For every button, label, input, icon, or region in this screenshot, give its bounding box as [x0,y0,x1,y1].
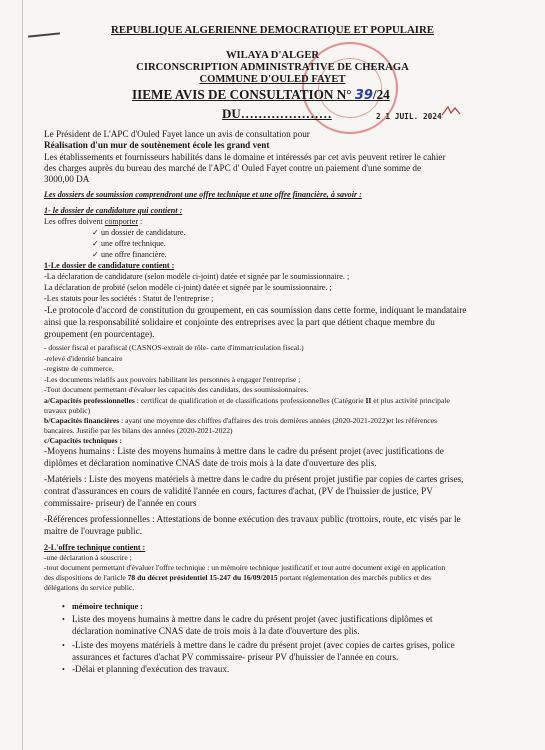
cap-pro-line-2: travaux public) [44,406,91,415]
avis-title-text: IIEME AVIS DE CONSULTATION N° [132,87,352,102]
offres-item [92,228,186,237]
memoire-bullet [62,614,433,624]
memoire-label: mémoire technique : [72,602,143,611]
avis-date-line: DU………………… [222,106,332,121]
offres-line [44,217,142,226]
offre-technique-line [44,573,431,582]
protocole-line: -Le protocole d'accord de constitution du groupement, en cas soumission dans cette forme, indiquant le mandataire [44,305,467,315]
offre-technique-line: -tout document permettant d'évaluer l'offre technique : un mémoire technique justificatif et tout autre document exigé en application [44,563,446,572]
wilaya-heading: WILAYA D'ALGER [225,50,320,61]
offres-item [92,250,167,259]
offre-technique-line: délégations du service public. [44,583,135,592]
references-line: maitre de l'ouvrage public. [44,526,143,536]
intro-price: 3000,00 DA [44,174,90,184]
capacites-financieres [44,416,437,425]
cap-pro-text-2: et plus activité principale [371,396,450,405]
moyens-humains-line: diplômes et déclaration nominative CNAS date de trois mois à la date d'ouverture des plis. [44,458,377,468]
memoire-bullet-cont: assurances et factures d'achat PV commissaire- priseur PV d'huissier de l'année en cours. [72,652,399,662]
section1-subtitle: 1-Le dossier de candidature contient : [44,261,175,270]
bullet-icon: • [62,665,65,674]
check-icon: ✓ [92,250,99,259]
dossier-line: -Les documents relatifs aux pouvoirs habilitant les personnes à engager l'entreprise ; [44,375,301,384]
avis-number: 39 [354,88,373,103]
candidature-line: La déclaration de probité (selon modèle ci-joint) datée et signée par le soumissionnaire. ; [44,283,332,292]
cap-pro-label: a/Capacités professionnelles [44,396,135,405]
offres-item [92,239,166,248]
protocole-line: groupement (en pourcentage). [44,329,155,339]
memoire-bullet [62,640,455,650]
memoire-bullet-cont: déclaration nominative CNAS date de trois mois à la date d'ouverture des plis. [72,626,360,636]
materiels-line: commissaire- priseur) de l'année en cours [44,498,197,508]
capacites-techniques-label: c/Capacités techniques : [44,436,123,445]
bullet-icon: • [62,602,65,611]
bullet-icon: • [62,615,65,624]
date-stamp: 2 1 JUIL. 2024 [376,112,442,121]
republic-heading: REPUBLIQUE ALGERIENNE DEMOCRATIQUE ET POPULAIRE [111,24,434,36]
check-icon: ✓ [92,239,99,248]
cap-pro-text: : certificat de qualification et de classifications professionnelles (Catégorie [134,396,366,405]
protocole-line: ainsi que la responsabilité solidaire et conjointe des entreprises avec la part que détient chaque membre du [44,317,435,327]
project-object: Réalisation d'un mur de soutènement école les grand vent [44,140,270,150]
offre-technique-line: -une déclaration à souscrire ; [44,553,132,562]
offres-item-text: une offre financière. [101,250,167,259]
soumission-heading: Les dossiers de soumission comprendront une offre technique et une offre financière, à savoir : [44,190,362,199]
memoire-technique-item [62,602,143,611]
offres-item-text: une offre technique. [101,239,166,248]
dossier-line: -registre de commerce. [44,364,114,373]
dossier-line: - dossier fiscal et parafiscal (CASNOS-extrait de rôle- carte d'immatriculation fiscal.) [44,343,304,352]
materiels-line: contrat d'assurances en cours de validité l'année en cours, factures d'achat, (PV de l'huissier de justice, PV [44,486,433,496]
intro-line-3: Les établissements et fournisseurs habilités dans le domaine et intéressés par cet avis peuvent retirer le cahier [44,152,446,162]
references-line: -Références professionnelles : Attestations de bonne exécution des travaux public (trottoirs, route, etc visés par le [44,514,461,524]
article-suffix: portant réglementation des marchés publics et des [277,573,431,582]
offres-prefix: Les offres doivent [44,217,105,226]
decree-reference: 78 du décret présidentiel 15-247 du 16/09/2015 [127,573,278,582]
scan-edge-line [22,0,23,750]
avis-year: /24 [372,87,390,102]
offres-underlined: comporter [104,217,139,226]
candidature-line: -Les statuts pour les sociétés : Statut de l'entreprise ; [44,294,214,303]
moyens-humains-line: -Moyens humains : Liste des moyens humains à mettre dans le cadre du présent projet (avec justifications de [44,446,444,456]
article-prefix: des dispositions de l'article [44,573,128,582]
check-icon: ✓ [92,228,99,237]
section2-title: 2-L'offre technique contient : [44,543,146,552]
capacites-professionnelles [44,396,450,405]
candidature-line: -La déclaration de candidature (selon modèle ci-joint) datée et signée par le soumissionnaire. ; [44,272,350,281]
cap-fin-text: : ayant une moyenne des chiffres d'affaires des trois dernières années (2020-2021-2022)et les références [119,416,437,425]
circonscription-heading: CIRCONSCRIPTION ADMINISTRATIVE DE CHERAGA [136,62,409,73]
bullet-icon: • [62,641,65,650]
cap-fin-line-2: bancaires. Justifie par les bilans des années (2020-2021-2022) [44,426,233,435]
signature-icon [440,104,462,118]
offres-item-text: un dossier de candidature. [101,228,186,237]
offres-suffix: : [138,217,143,226]
memoire-bullet-text: -Liste des moyens matériels à mettre dans le cadre du présent projet (avec copies de cartes grises, police [72,640,455,650]
commune-heading: COMMUNE D'OULED FAYET [199,74,346,85]
dossier-line: -relevé d'identité bancaire [44,354,123,363]
intro-line-1: Le Président de L'APC d'Ouled Fayet lance un avis de consultation pour [44,129,310,139]
materiels-line: -Matériels : Liste des moyens matériels à mettre dans le cadre du présent projet justifie par copies de cartes grises, [44,474,464,484]
section1-title: 1- le dossier de candidature qui contient : [44,206,183,215]
cap-fin-label: b/Capacités financières [44,416,120,425]
memoire-bullet-text: -Délai et planning d'exécution des travaux. [72,664,230,674]
cap-pro-category: II [365,396,372,405]
memoire-bullet-text: Liste des moyens humains à mettre dans le cadre du présent projet (avec justifications diplômes et [72,614,433,624]
avis-title [132,87,390,103]
intro-line-4: des charges auprès du bureau des marché de l'APC d' Ouled Fayet contre un paiement d'une somme de [44,163,422,173]
memoire-bullet [62,664,229,674]
dossier-line: -Tout document permettant d'évaluer les capacités des candidats, des soumissionnaires. [44,385,309,394]
